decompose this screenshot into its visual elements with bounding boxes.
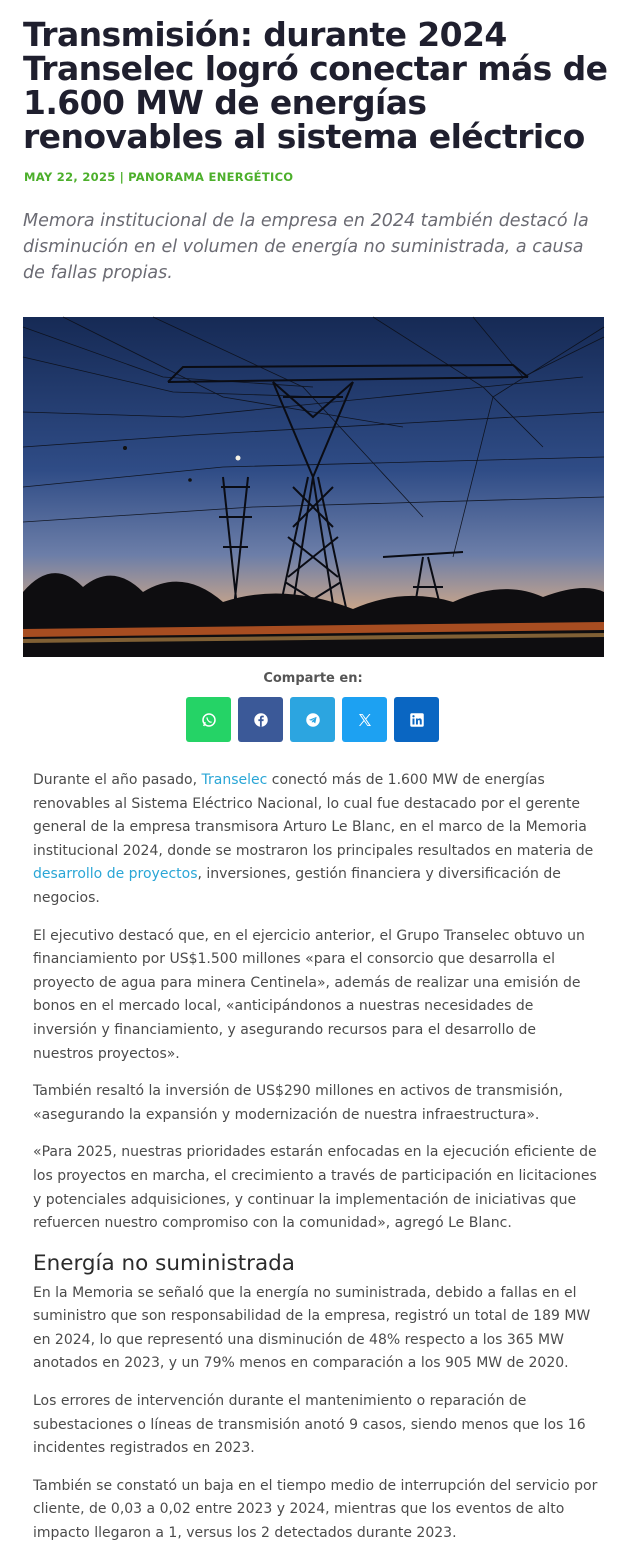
section-heading: Energía no suministrada [33,1250,295,1276]
desarrollo-proyectos-link[interactable]: desarrollo de proyectos [33,866,198,883]
paragraph-1-text-b: conectó más de 1.600 MW de energías renovables al Sistema Eléctrico Nacional, lo cual fue destacado por el gerente general de la empresa transmisora Arturo Le Blanc, en el marco de la Memoria institucional 2024, donde se mostraron los principales resultados en materia de [33,772,594,859]
article-date: MAY 22, 2025 [24,170,116,184]
x-icon [356,711,374,729]
telegram-icon [304,711,322,729]
paragraph-1-text-c: , inversiones, gestión financiera y diversificación de negocios. [33,866,561,906]
paragraph-7: También se constató un baja en el tiempo medio de interrupción del servicio por cliente, de 0,03 a 0,02 entre 2023 y 2024, mientras que los eventos de alto impacto llegaron a 1, versus los 2 detectados durante 2023. [33,1477,598,1542]
paragraph-5: En la Memoria se señaló que la energía no suministrada, debido a fallas en el suministro que son responsabilidad de la empresa, registró un total de 189 MW en 2024, lo que representó una disminución de 48% respecto a los 365 MW anotados en 2023, y un 79% menos en comparación a los 905 MW de 2020. [33,1284,591,1372]
share-buttons [186,697,439,742]
share-linkedin-button[interactable] [394,697,439,742]
facebook-icon [252,711,270,729]
paragraph-3: También resaltó la inversión de US$290 millones en activos de transmisión, «asegurando la expansión y modernización de nuestra infraestructura». [33,1083,563,1123]
linkedin-icon [408,711,426,729]
paragraph-1-text-a: Durante el año pasado, [33,772,202,788]
article-meta [24,170,293,184]
whatsapp-icon [200,711,218,729]
paragraph-4: «Para 2025, nuestras prioridades estarán enfocadas en la ejecución eficiente de los proyectos en marcha, el crecimiento a través de participación en licitaciones y potenciales adquisiciones, y continuar la implementación de iniciativas que refuercen nuestro compromiso con la comunidad», agregó Le Blanc. [33,1144,597,1232]
meta-separator: | [119,170,125,184]
paragraph-2: El ejecutivo destacó que, en el ejercicio anterior, el Grupo Transelec obtuvo un financiamiento por US$1.500 millones «para el consorcio que desarrolla el proyecto de agua para minera Centinela», además de realizar una emisión de bonos en el mercado local, «anticipándonos a nuestras necesidades de inversión y financiamiento, y asegurando recursos para el desarrollo de nuestros proyectos». [33,927,585,1062]
share-label: Comparte en: [263,671,363,686]
hero-image-transmission-towers [23,317,604,657]
share-x-button[interactable] [342,697,387,742]
share-whatsapp-button[interactable] [186,697,231,742]
article-title: Transmisión: durante 2024 Transelec logró conectar más de 1.600 MW de energías renovables al sistema eléctrico [23,15,608,156]
article-category[interactable]: PANORAMA ENERGÉTICO [128,170,294,184]
share-facebook-button[interactable] [238,697,283,742]
article-lead: Memora institucional de la empresa en 2024 también destacó la disminución en el volumen de energía no suministrada, a causa de fallas propias. [23,211,589,283]
paragraph-6: Los errores de intervención durante el mantenimiento o reparación de subestaciones o líneas de transmisión anotó 9 casos, siendo menos que los 16 incidentes registrados en 2023. [33,1393,586,1457]
share-telegram-button[interactable] [290,697,335,742]
transelec-link[interactable]: Transelec [201,772,268,788]
paragraph-1 [33,769,598,911]
article-body [33,769,598,1560]
